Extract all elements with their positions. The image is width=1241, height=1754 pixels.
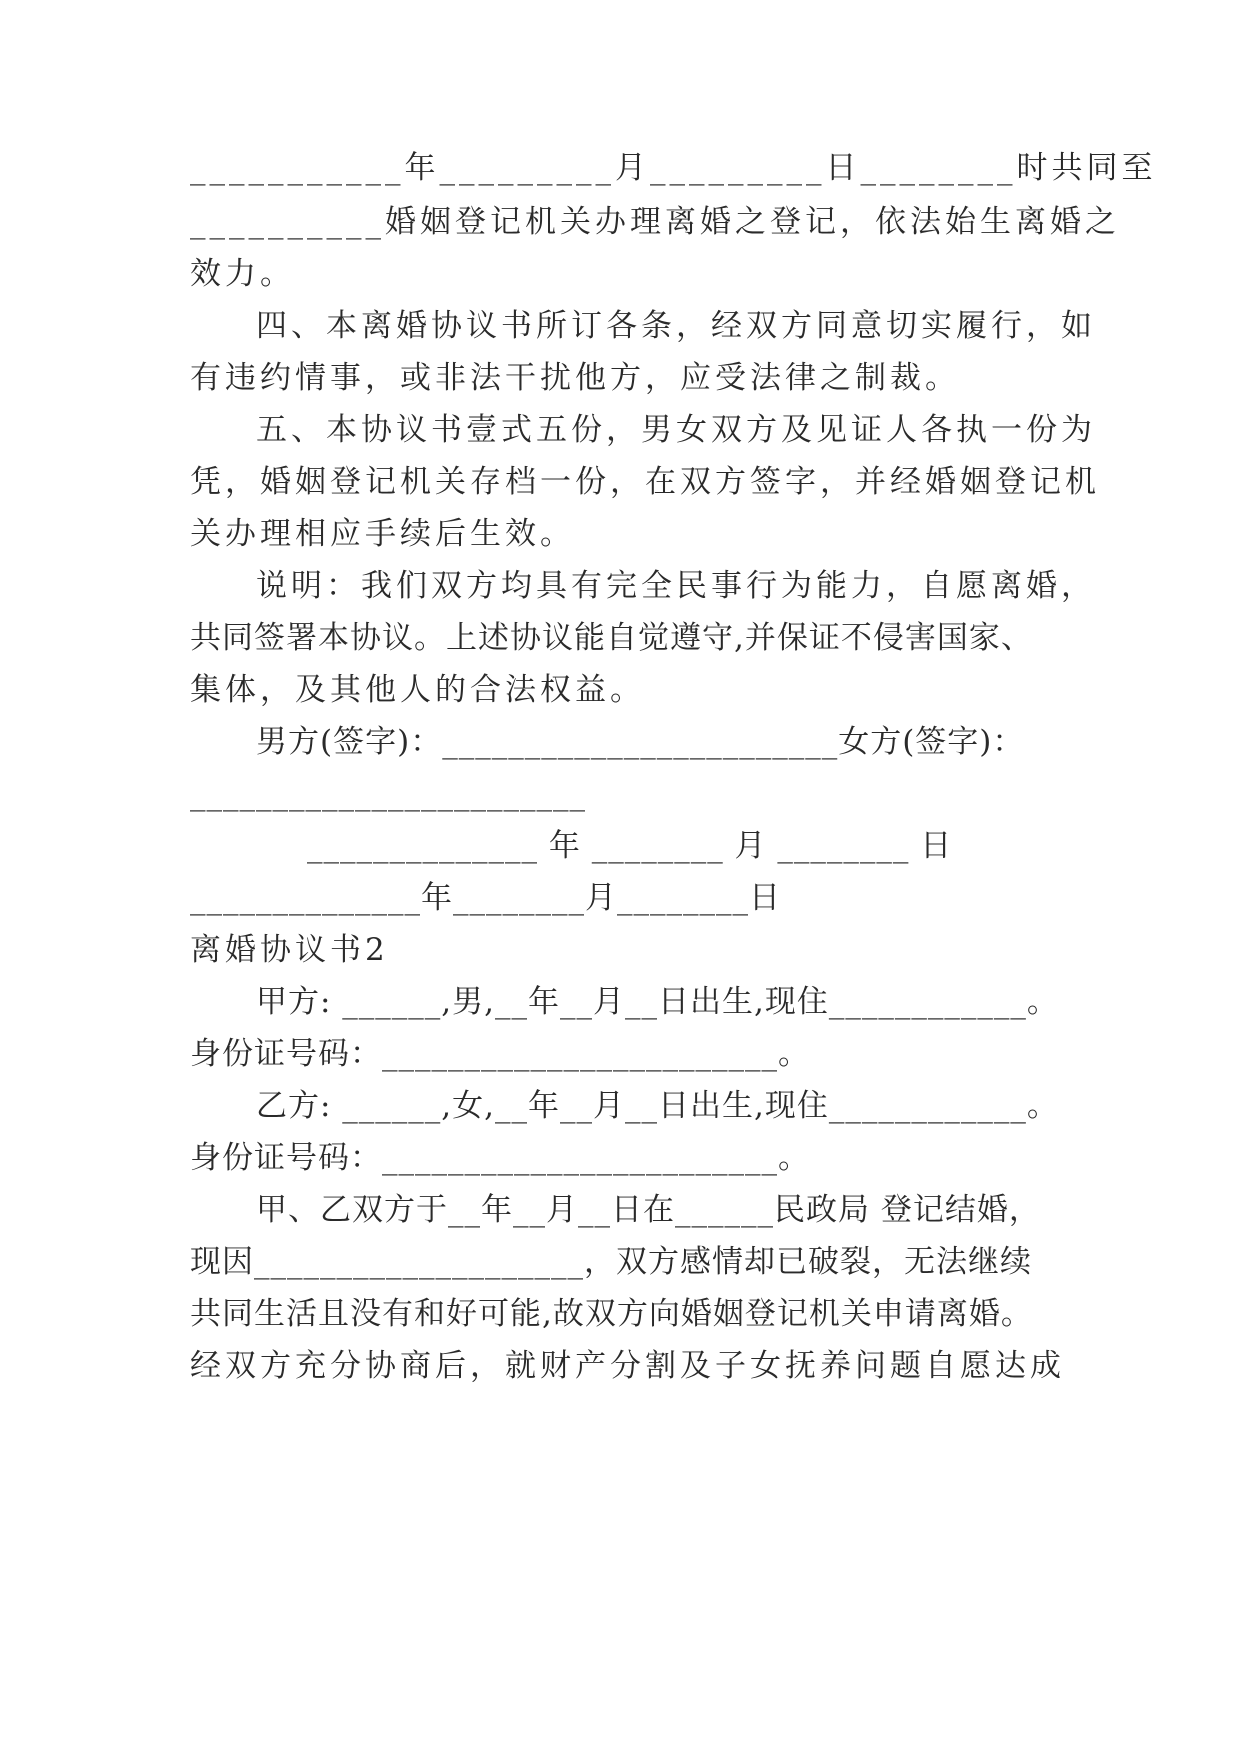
signature-line: 男方(签字)：________________________女方(签字)： (256, 724, 1025, 760)
party-b-info: 乙方: ______,女,__年__月__日出生,现住____________。 (256, 1088, 1059, 1124)
text-line: 现因____________________，双方感情却已破裂，无法继续 (190, 1244, 1032, 1280)
text-line: __________婚姻登记机关办理离婚之登记，依法始生离婚之 (190, 204, 1120, 240)
signature-blank: ________________________ (190, 776, 586, 812)
document-title: 离婚协议书2 (190, 932, 389, 968)
date-line: ______________ 年 ________ 月 ________ 日 (307, 828, 953, 864)
text-line: 共同生活且没有和好可能,故双方向婚姻登记机关申请离婚。 (190, 1296, 1033, 1332)
text-line: 有违约情事，或非法干扰他方，应受法律之制裁。 (190, 360, 960, 396)
text-line: 经双方充分协商后，就财产分割及子女抚养问题自愿达成 (190, 1348, 1065, 1384)
clause-four: 四、本离婚协议书所订各条，经双方同意切实履行，如 (256, 308, 1096, 344)
marriage-registration: 甲、乙双方于__年__月__日在______民政局 登记结婚， (256, 1192, 1041, 1228)
text-line: 共同签署本协议。上述协议能自觉遵守,并保证不侵害国家、 (190, 620, 1033, 656)
date-line: ______________年________月________日 (190, 880, 781, 916)
text-line: 集体，及其他人的合法权益。 (190, 672, 645, 708)
clause-five: 五、本协议书壹式五份，男女双方及见证人各执一份为 (256, 412, 1096, 448)
party-b-id: 身份证号码：________________________。 (190, 1140, 810, 1176)
statement-paragraph: 说明：我们双方均具有完全民事行为能力，自愿离婚， (256, 568, 1096, 604)
text-line: ___________年_________月_________日________时共同至 (190, 150, 1157, 186)
party-a-id: 身份证号码：________________________。 (190, 1036, 810, 1072)
party-a-info: 甲方: ______,男,__年__月__日出生,现住____________。 (256, 984, 1059, 1020)
text-line: 关办理相应手续后生效。 (190, 516, 575, 552)
text-line: 凭，婚姻登记机关存档一份，在双方签字，并经婚姻登记机 (190, 464, 1100, 500)
text-line: 效力。 (190, 256, 295, 292)
